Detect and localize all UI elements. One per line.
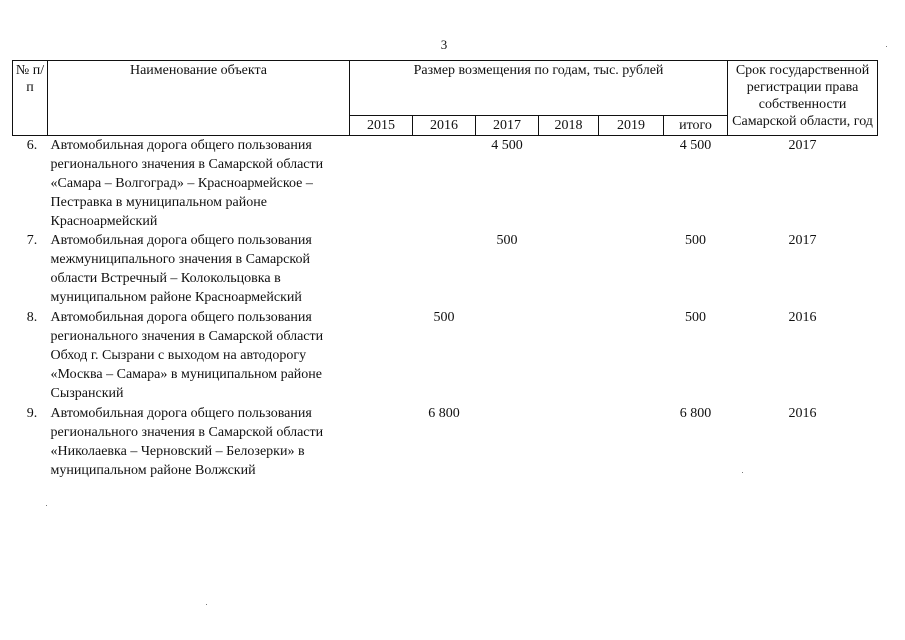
registration-year: 2017 (788, 138, 817, 153)
header-term: Срок государственной регистрации права собственности Самарской области, год (728, 61, 878, 136)
value-2016 (413, 231, 476, 308)
scan-speck (886, 46, 887, 47)
value-2017 (476, 308, 539, 404)
value-2015 (350, 231, 413, 308)
value-2016: 500 (433, 310, 455, 325)
value-2018 (539, 136, 599, 232)
object-name: Автомобильная дорога общего пользования регионального значения в Самарской области «Николаевка – Черновский – Белозерки» в муниципальном районе Волжский (50, 406, 324, 478)
header-name: Наименование объекта (48, 61, 350, 136)
value-2019 (599, 404, 664, 500)
value-total: 6 800 (679, 406, 712, 421)
value-total: 4 500 (679, 138, 712, 153)
table-row (13, 231, 878, 308)
value-2018 (539, 308, 599, 404)
header-year-2019: 2019 (599, 116, 664, 136)
value-2016 (413, 136, 476, 232)
scan-speck (742, 472, 743, 473)
compensation-table (12, 60, 878, 500)
row-number: 6. (26, 138, 38, 153)
header-num: № п/п (13, 61, 48, 136)
value-2017: 500 (496, 233, 518, 248)
table-row (13, 308, 878, 404)
scan-speck (46, 505, 47, 506)
value-2015 (350, 136, 413, 232)
registration-year: 2016 (788, 310, 817, 325)
value-2018 (539, 231, 599, 308)
value-total: 500 (685, 310, 707, 325)
row-number: 7. (26, 233, 38, 248)
scan-speck (206, 604, 207, 605)
value-2019 (599, 136, 664, 232)
value-total: 500 (685, 233, 707, 248)
value-2015 (350, 404, 413, 500)
registration-year: 2017 (788, 233, 817, 248)
row-number: 8. (26, 310, 38, 325)
registration-year: 2016 (788, 406, 817, 421)
value-2017: 4 500 (491, 138, 523, 153)
value-2016: 6 800 (428, 406, 460, 421)
value-2017 (476, 404, 539, 500)
page-number: 3 (440, 37, 448, 52)
value-2018 (539, 404, 599, 500)
object-name: Автомобильная дорога общего пользования межмуниципального значения в Самарской области Встречный – Колокольцовка в муниципальном районе Красноармейский (50, 233, 312, 305)
header-year-2018: 2018 (539, 116, 599, 136)
row-number: 9. (26, 406, 38, 421)
header-year-2015: 2015 (350, 116, 413, 136)
object-name: Автомобильная дорога общего пользования регионального значения в Самарской области «Самара – Волгоград» – Красноармейское – Пестравка в муниципальном районе Красноармейский (50, 138, 324, 229)
header-year-2016: 2016 (413, 116, 476, 136)
table-row (13, 136, 878, 232)
header-year-2017: 2017 (476, 116, 539, 136)
value-2015 (350, 308, 413, 404)
header-amount-group: Размер возмещения по годам, тыс. рублей (350, 61, 728, 116)
value-2019 (599, 231, 664, 308)
object-name: Автомобильная дорога общего пользования регионального значения в Самарской области Обход г. Сызрани с выходом на автодорогу «Москва – Самара» в муниципальном районе Сызранский (50, 310, 324, 401)
table-row (13, 404, 878, 500)
value-2019 (599, 308, 664, 404)
header-total: итого (664, 116, 728, 136)
